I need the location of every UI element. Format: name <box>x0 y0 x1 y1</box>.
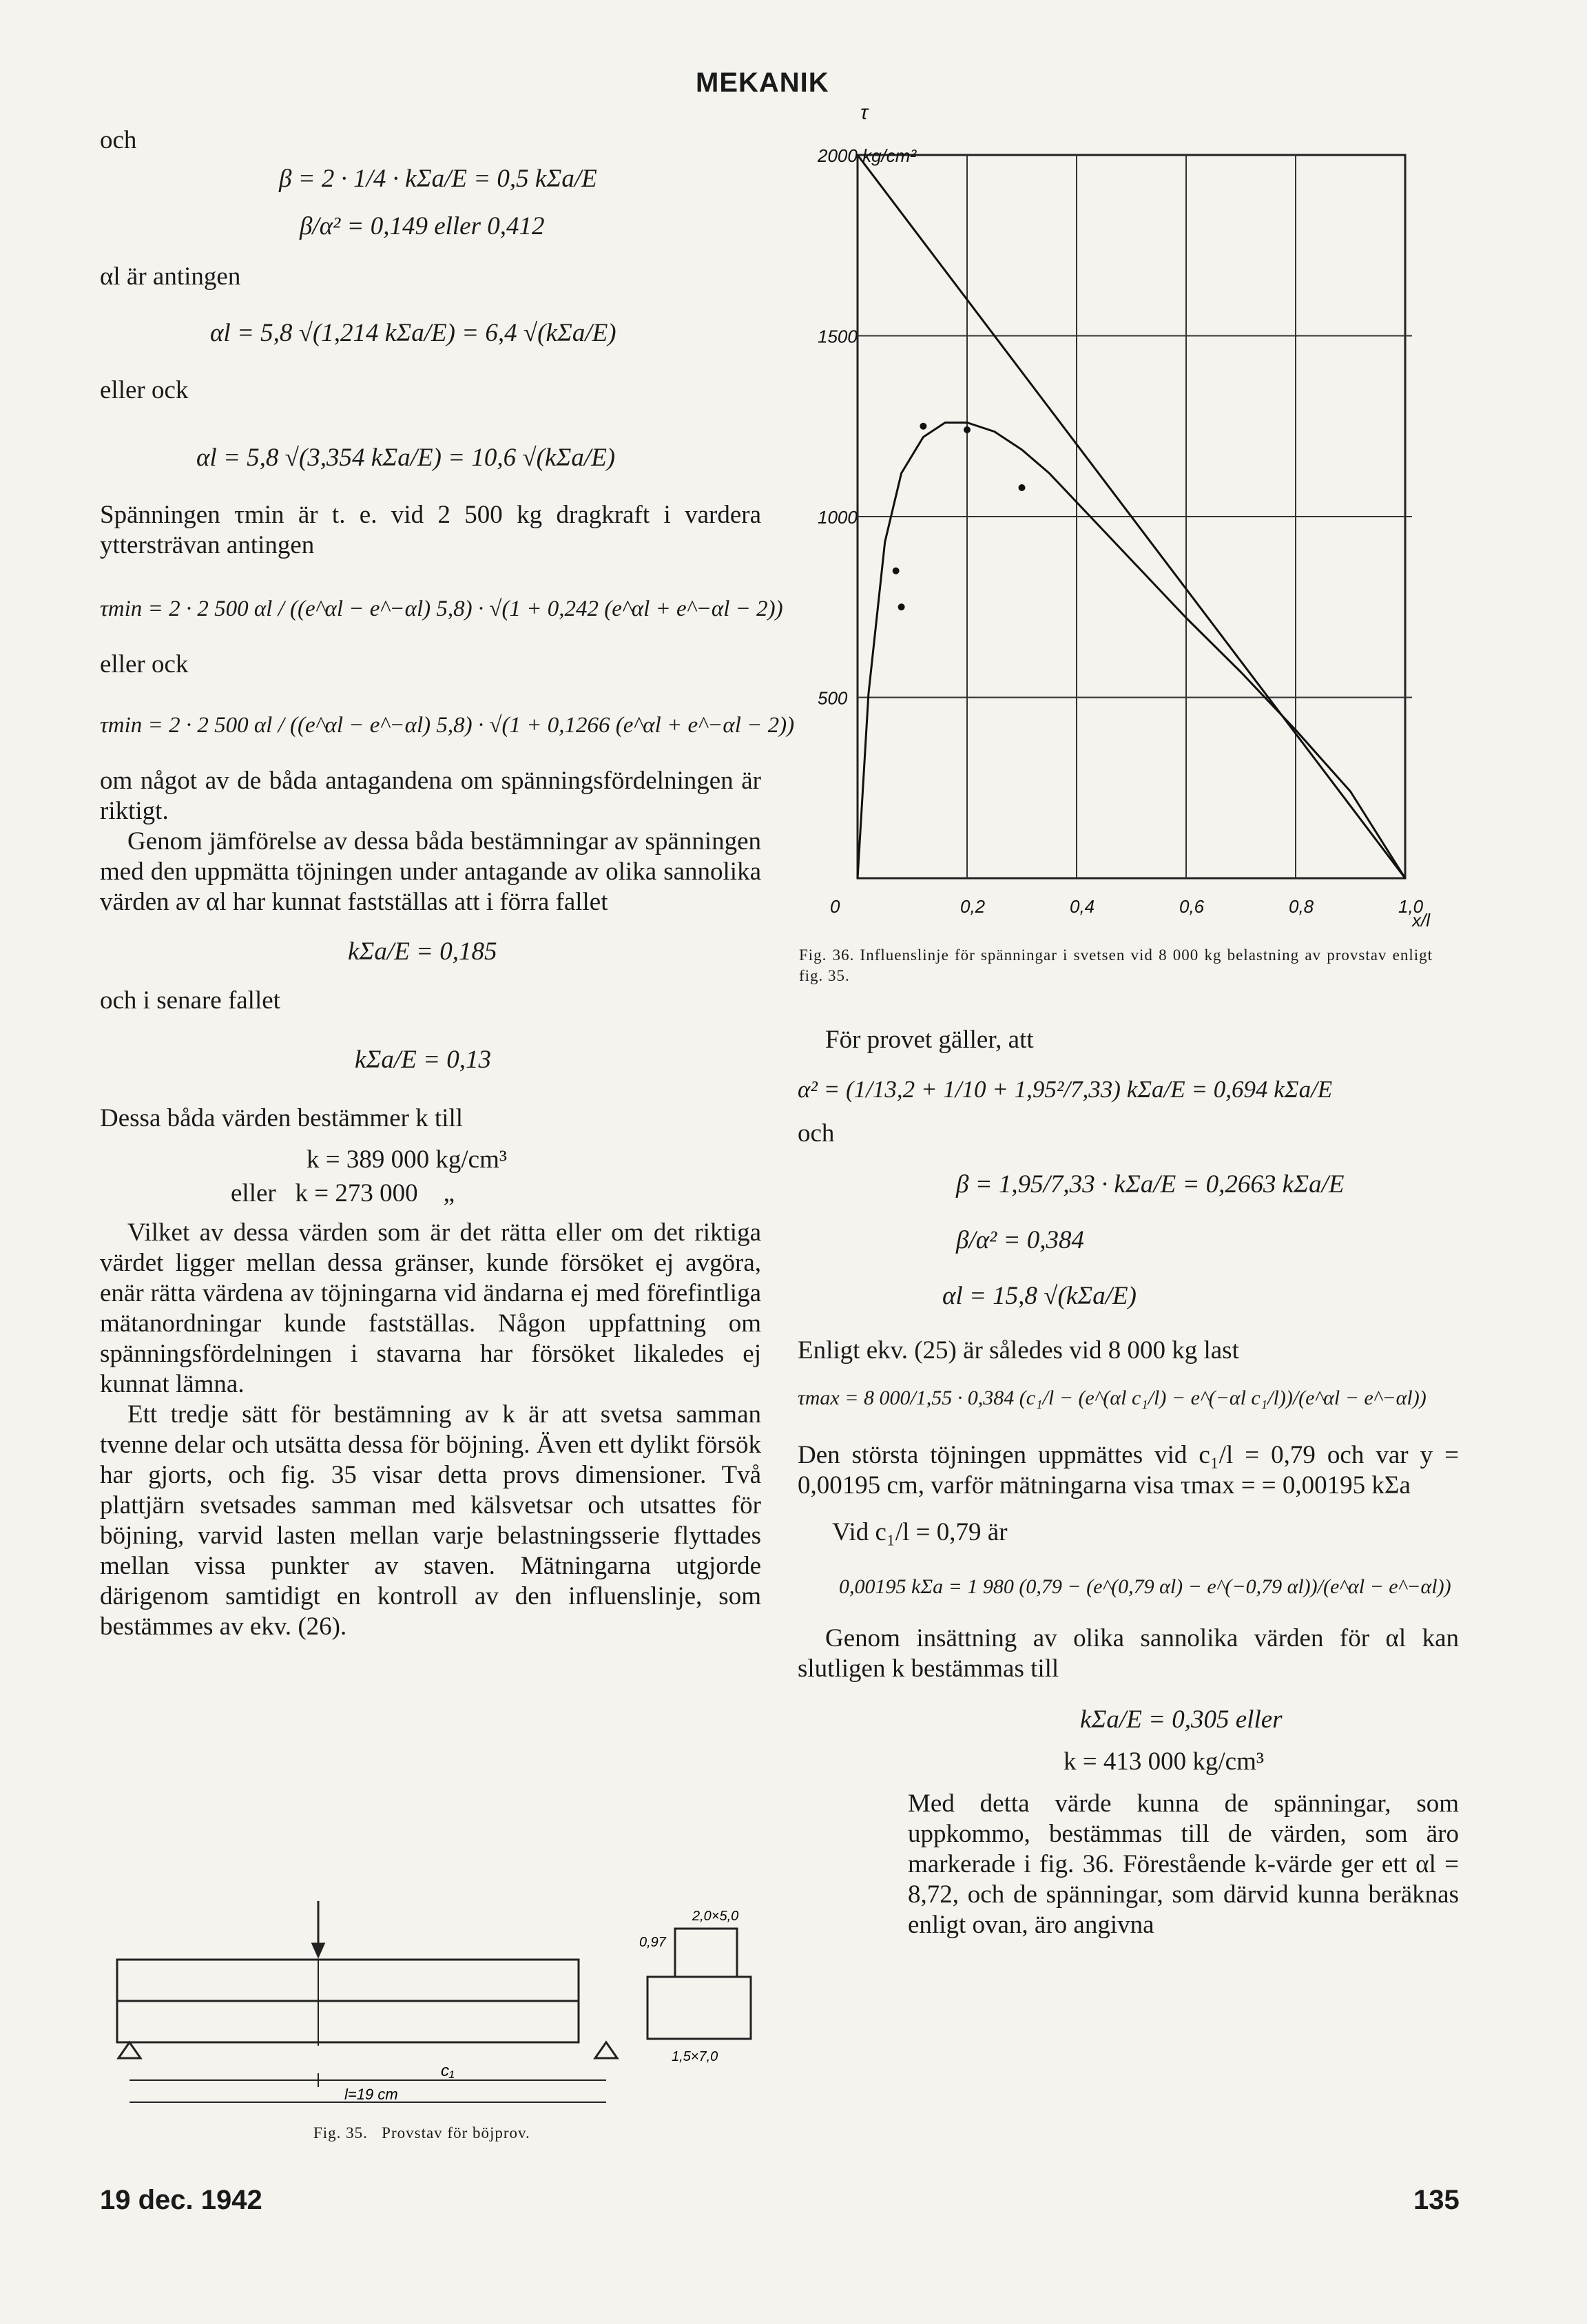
label-c1: c₁ <box>441 2062 455 2080</box>
paragraph-genom: Genom jämförelse av dessa båda bestämningar av spänningen med den uppmätta töjningen under antagande av olika sannolika värden av αl har kunnat fastställas att i förra fallet <box>100 827 761 916</box>
load-arrow-head <box>313 1944 324 1956</box>
equation-tau-max: τmax = 8 000/1,55 · 0,384 (c₁/l − (e^(αl c₁/l) − e^(−αl c₁/l))/(e^αl − e^−αl)) <box>798 1387 1427 1409</box>
paragraph-vilket: Vilket av dessa värden som är det rätta eller om det riktiga värdet ligger mellan dessa gränser, kunde försöket ej avgöra, enär rätta värdena av töjningarna vid ändarna ej med förefintliga mätanordningar kunde fastställas. Någon uppfattning om spänningsfördelningen i stavarna har försöket likaledes ej kunnat lämna. <box>100 1218 761 1398</box>
equation-alpha2: α² = (1/13,2 + 1/10 + 1,95²/7,33) kΣa/E = 0,694 kΣa/E <box>798 1076 1333 1103</box>
paragraph-storsta: Den största töjningen uppmättes vid c₁/l = 0,79 och var y = 0,00195 cm, varför mätningarna visa τmax = = 0,00195 kΣa <box>798 1441 1459 1500</box>
y-tick-label: 2000 kg/cm² <box>818 145 917 166</box>
equation-tau-min-1: τmin = 2 · 2 500 αl / ((e^αl − e^−αl) 5,8) · √(1 + 0,242 (e^αl + e^−αl − 2)) <box>100 596 783 621</box>
x-axis-label: x/l <box>1412 910 1430 931</box>
text-al-antingen: αl är antingen <box>100 262 241 291</box>
figure-36 <box>799 101 1460 984</box>
label-l: l=19 cm <box>344 2086 398 2103</box>
text-eller-ock-2: eller ock <box>100 650 189 678</box>
x-tick-label: 0,4 <box>1070 896 1095 917</box>
equation-k-right: k = 413 000 kg/cm³ <box>1064 1747 1264 1776</box>
data-point <box>920 423 926 430</box>
equation-ratio: β/α² = 0,384 <box>956 1226 1084 1254</box>
x-tick-label: 1,0 <box>1398 896 1424 917</box>
text-enligt: Enligt ekv. (25) är således vid 8 000 kg last <box>798 1336 1239 1365</box>
text-senare-fallet: och i senare fallet <box>100 986 280 1015</box>
figure-35 <box>110 1901 758 2149</box>
equation-kEa-1: kΣa/E = 0,185 <box>348 937 497 966</box>
paragraph-riktigt: om något av de båda antagandena om spänningsfördelningen är riktigt. <box>100 767 761 825</box>
left-column <box>100 125 795 1642</box>
y-axis-symbol: τ <box>860 101 869 124</box>
paragraph-insattning: Genom insättning av olika sannolika värden för αl kan slutligen k bestämmas till <box>798 1624 1459 1683</box>
x-tick-label: 0 <box>830 896 840 917</box>
paragraph-tredje: Ett tredje sätt för bestämning av k är att svetsa samman tvenne delar och utsätta dessa för böjning. Även ett dylikt försök har gjorts, och fig. 35 visar detta provs dimensioner. Två plattjärn svetsades samman med kälsvetsar och utsattes för böjning, varvid lasten mellan varje belastningsserie flyttades mellan vissa punkter av staven. Mätningarna utgjorde därigenom samtidigt en kontroll av den influenslinje, som bestämmes av ekv. (26). <box>100 1400 761 1641</box>
x-tick-label: 0,6 <box>1179 896 1205 917</box>
figure-35-drawing <box>110 1901 758 2115</box>
footer-date: 19 dec. 1942 <box>100 2185 262 2215</box>
influence-line-chart <box>799 101 1460 931</box>
equation-kEa-2: kΣa/E = 0,13 <box>355 1046 492 1074</box>
support-left <box>118 2042 141 2058</box>
page-number: 135 <box>1413 2185 1460 2215</box>
equation-beta-right: β = 1,95/7,33 · kΣa/E = 0,2663 kΣa/E <box>956 1170 1345 1199</box>
paragraph-med: Med detta värde kunna de spänningar, som uppkommo, bestämmas till de värden, som äro markerade i fig. 36. Förestående k-värde ger ett αl = 8,72, och de spänningar, som därvid kunna beräknas enligt ovan, äro angivna <box>908 1789 1459 1939</box>
equation-tau-min-2: τmin = 2 · 2 500 αl / ((e^αl − e^−αl) 5,8) · √(1 + 0,1266 (e^αl + e^−αl − 2)) <box>100 713 795 738</box>
label-top-dim: 2,0×5,0 <box>692 1909 739 1924</box>
text-vid: Vid c₁/l = 0,79 är <box>832 1518 1008 1546</box>
series-influence-curve <box>858 423 1405 879</box>
equation-k1: k = 389 000 kg/cm³ <box>307 1145 507 1174</box>
equation-al-right: αl = 15,8 √(kΣa/E) <box>942 1282 1137 1310</box>
text-och: och <box>798 1119 835 1148</box>
x-tick-label: 0,8 <box>1289 896 1314 917</box>
text-och: och <box>100 126 137 154</box>
beam-upper-plate <box>117 1960 579 2001</box>
equation-final: 0,00195 kΣa = 1 980 (0,79 − (e^(0,79 αl) − e^(−0,79 αl))/(e^αl − e^−αl)) <box>839 1575 1451 1598</box>
label-bottom-dim: 1,5×7,0 <box>672 2049 718 2064</box>
text-eller-ock: eller ock <box>100 376 189 404</box>
y-tick-label: 1500 <box>818 326 858 347</box>
data-point <box>964 426 971 433</box>
x-tick-label: 0,2 <box>960 896 986 917</box>
data-point <box>898 603 905 610</box>
text-for-provet: För provet gäller, att <box>825 1026 1034 1054</box>
right-column <box>798 1025 1459 1940</box>
figure-36-caption: Fig. 36. Influenslinje för spänningar i svetsen vid 8 000 kg belastning av provstav enligt fig. 35. <box>799 946 1433 984</box>
equation-al-2: αl = 5,8 √(3,354 kΣa/E) = 10,6 √(kΣa/E) <box>196 444 616 472</box>
label-weld: 0,97 <box>639 1935 666 1950</box>
figure-35-caption: Fig. 35. Provstav för böjprov. <box>313 2124 530 2141</box>
support-right <box>595 2042 617 2058</box>
equation-kEa-right: kΣa/E = 0,305 eller <box>1080 1705 1283 1734</box>
y-tick-label: 1000 <box>818 507 858 528</box>
equation-beta: β = 2 · 1/4 · kΣa/E = 0,5 kΣa/E <box>279 165 597 193</box>
equation-k2: eller k = 273 000 „ <box>231 1179 455 1207</box>
section-upper-plate <box>675 1929 737 1977</box>
beam-lower-plate <box>117 2001 579 2042</box>
section-lower-plate <box>647 1977 751 2039</box>
data-point <box>1019 484 1026 491</box>
equation-beta-ratio: β/α² = 0,149 eller 0,412 <box>300 212 545 240</box>
y-tick-label: 500 <box>818 687 848 709</box>
equation-al-1: αl = 5,8 √(1,214 kΣa/E) = 6,4 √(kΣa/E) <box>210 319 616 347</box>
running-header: MEKANIK <box>696 68 829 98</box>
text-dessa: Dessa båda värden bestämmer k till <box>100 1104 464 1132</box>
data-point <box>893 568 900 574</box>
paragraph-spanningen: Spänningen τmin är t. e. vid 2 500 kg dragkraft i vardera yttersträvan antingen <box>100 501 761 559</box>
